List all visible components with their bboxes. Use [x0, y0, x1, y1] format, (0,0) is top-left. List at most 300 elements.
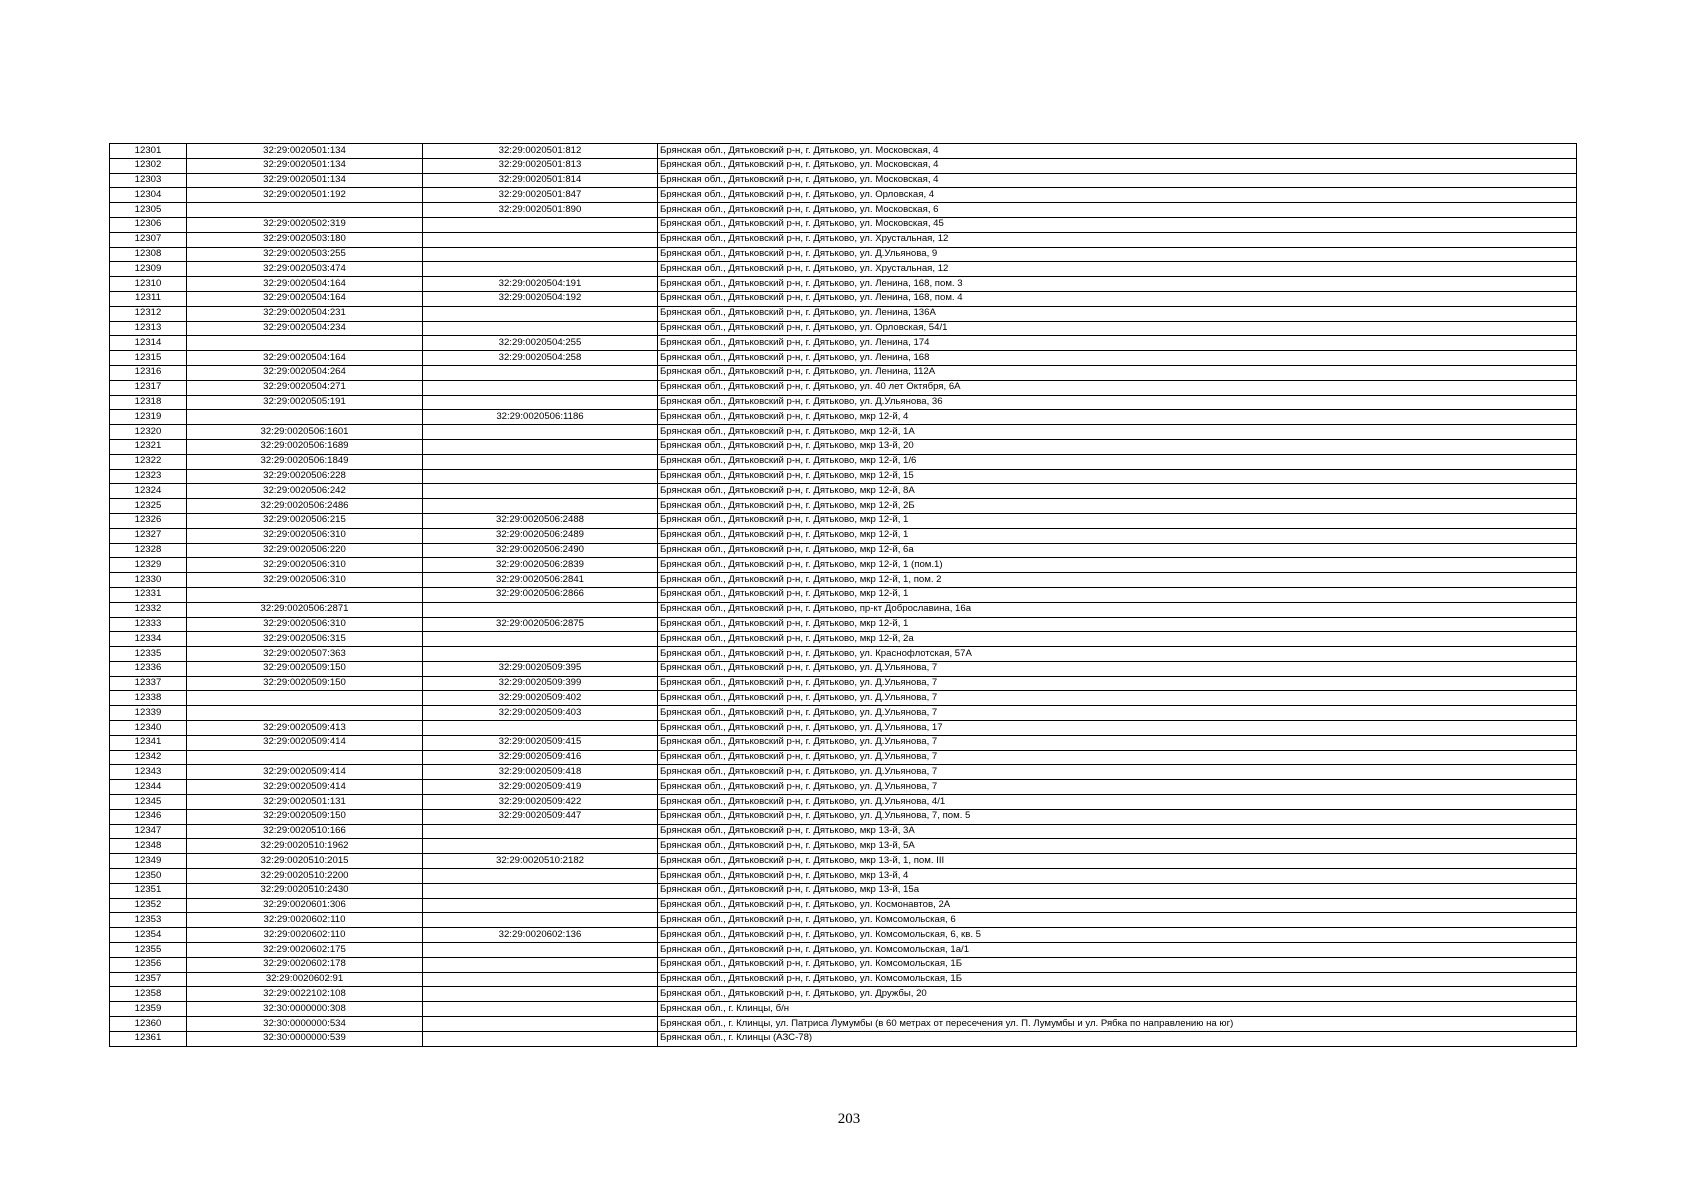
table-row — [110, 765, 1577, 780]
address-cell: Брянская обл., Дятьковский р-н, г. Дятьково, мкр 13-й, 3А — [658, 824, 1577, 839]
row-number-cell: 12347 — [110, 824, 187, 839]
cadastral-number-cell: 32:29:0020506:215 — [187, 513, 423, 528]
cadastral-number-2-cell — [423, 425, 658, 440]
table-row — [110, 735, 1577, 750]
address-cell: Брянская обл., Дятьковский р-н, г. Дятьково, мкр 12-й, 1 (пом.1) — [658, 558, 1577, 573]
row-number-cell: 12310 — [110, 277, 187, 292]
row-number-cell: 12355 — [110, 943, 187, 958]
row-number-cell: 12331 — [110, 587, 187, 602]
row-number-cell: 12361 — [110, 1031, 187, 1046]
cadastral-number-cell: 32:29:0020602:178 — [187, 957, 423, 972]
cadastral-number-cell: 32:29:0020506:1601 — [187, 425, 423, 440]
row-number-cell: 12342 — [110, 750, 187, 765]
address-cell: Брянская обл., Дятьковский р-н, г. Дятьково, ул. Космонавтов, 2А — [658, 898, 1577, 913]
cadastral-number-cell: 32:29:0020506:228 — [187, 469, 423, 484]
table-row — [110, 795, 1577, 810]
row-number-cell: 12348 — [110, 839, 187, 854]
table-row — [110, 661, 1577, 676]
cadastral-number-cell: 32:29:0020504:271 — [187, 380, 423, 395]
row-number-cell: 12335 — [110, 647, 187, 662]
cadastral-number-2-cell — [423, 913, 658, 928]
cadastral-number-cell: 32:29:0020506:310 — [187, 558, 423, 573]
cadastral-number-cell: 32:30:0000000:308 — [187, 1002, 423, 1017]
table-row — [110, 203, 1577, 218]
cadastral-number-2-cell: 32:29:0020501:812 — [423, 144, 658, 159]
cadastral-number-2-cell — [423, 632, 658, 647]
table-row — [110, 558, 1577, 573]
table-row — [110, 972, 1577, 987]
cadastral-number-cell: 32:29:0020506:310 — [187, 573, 423, 588]
row-number-cell: 12343 — [110, 765, 187, 780]
cadastral-number-2-cell: 32:29:0020506:2490 — [423, 543, 658, 558]
cadastral-number-2-cell: 32:29:0020504:258 — [423, 351, 658, 366]
address-cell: Брянская обл., г. Клинцы, ул. Патриса Лумумбы (в 60 метрах от пересечения ул. П. Лумумбы и ул. Рябка по направлению на юг) — [658, 1017, 1577, 1032]
table-row — [110, 365, 1577, 380]
address-cell: Брянская обл., Дятьковский р-н, г. Дятьково, ул. Краснофлотская, 57А — [658, 647, 1577, 662]
cadastral-number-cell: 32:29:0020501:134 — [187, 158, 423, 173]
table-row — [110, 425, 1577, 440]
table-row — [110, 380, 1577, 395]
cadastral-number-cell: 32:29:0020503:255 — [187, 247, 423, 262]
row-number-cell: 12319 — [110, 410, 187, 425]
cadastral-number-2-cell — [423, 839, 658, 854]
address-cell: Брянская обл., Дятьковский р-н, г. Дятьково, ул. Д.Ульянова, 17 — [658, 721, 1577, 736]
cadastral-number-2-cell — [423, 647, 658, 662]
row-number-cell: 12352 — [110, 898, 187, 913]
cadastral-number-cell: 32:29:0020506:310 — [187, 528, 423, 543]
address-cell: Брянская обл., Дятьковский р-н, г. Дятьково, ул. Орловская, 54/1 — [658, 321, 1577, 336]
table-row — [110, 750, 1577, 765]
address-cell: Брянская обл., Дятьковский р-н, г. Дятьково, ул. Комсомольская, 1Б — [658, 957, 1577, 972]
row-number-cell: 12333 — [110, 617, 187, 632]
row-number-cell: 12330 — [110, 573, 187, 588]
cadastral-number-cell — [187, 587, 423, 602]
table-row — [110, 528, 1577, 543]
registry-table — [109, 143, 1577, 1047]
table-row — [110, 883, 1577, 898]
cadastral-number-2-cell: 32:29:0020510:2182 — [423, 854, 658, 869]
address-cell: Брянская обл., г. Клинцы (АЗС-78) — [658, 1031, 1577, 1046]
address-cell: Брянская обл., Дятьковский р-н, г. Дятьково, мкр 12-й, 1 — [658, 528, 1577, 543]
table-row — [110, 277, 1577, 292]
cadastral-number-cell: 32:29:0020502:319 — [187, 217, 423, 232]
cadastral-number-cell: 32:29:0020509:414 — [187, 735, 423, 750]
registry-table-body — [110, 144, 1577, 1047]
address-cell: Брянская обл., Дятьковский р-н, г. Дятьково, мкр 12-й, 1 — [658, 617, 1577, 632]
cadastral-number-2-cell: 32:29:0020509:419 — [423, 780, 658, 795]
table-row — [110, 943, 1577, 958]
row-number-cell: 12351 — [110, 883, 187, 898]
address-cell: Брянская обл., Дятьковский р-н, г. Дятьково, ул. Московская, 6 — [658, 203, 1577, 218]
cadastral-number-2-cell: 32:29:0020506:2875 — [423, 617, 658, 632]
cadastral-number-cell: 32:29:0020504:164 — [187, 291, 423, 306]
table-row — [110, 439, 1577, 454]
address-cell: Брянская обл., Дятьковский р-н, г. Дятьково, мкр 13-й, 4 — [658, 869, 1577, 884]
cadastral-number-2-cell — [423, 1017, 658, 1032]
cadastral-number-cell: 32:29:0020505:191 — [187, 395, 423, 410]
table-row — [110, 602, 1577, 617]
address-cell: Брянская обл., Дятьковский р-н, г. Дятьково, ул. Д.Ульянова, 7, пом. 5 — [658, 809, 1577, 824]
table-row — [110, 232, 1577, 247]
table-row — [110, 676, 1577, 691]
table-row — [110, 647, 1577, 662]
row-number-cell: 12338 — [110, 691, 187, 706]
address-cell: Брянская обл., Дятьковский р-н, г. Дятьково, ул. Орловская, 4 — [658, 188, 1577, 203]
address-cell: Брянская обл., Дятьковский р-н, г. Дятьково, ул. Ленина, 112А — [658, 365, 1577, 380]
address-cell: Брянская обл., Дятьковский р-н, г. Дятьково, мкр 12-й, 6а — [658, 543, 1577, 558]
table-row — [110, 291, 1577, 306]
cadastral-number-cell: 32:29:0020509:414 — [187, 780, 423, 795]
address-cell: Брянская обл., Дятьковский р-н, г. Дятьково, мкр 13-й, 5А — [658, 839, 1577, 854]
table-row — [110, 573, 1577, 588]
cadastral-number-2-cell — [423, 365, 658, 380]
cadastral-number-2-cell: 32:29:0020506:2839 — [423, 558, 658, 573]
address-cell: Брянская обл., Дятьковский р-н, г. Дятьково, мкр 12-й, 1А — [658, 425, 1577, 440]
cadastral-number-2-cell: 32:29:0020504:255 — [423, 336, 658, 351]
cadastral-number-cell: 32:29:0020510:1962 — [187, 839, 423, 854]
address-cell: Брянская обл., Дятьковский р-н, г. Дятьково, ул. Д.Ульянова, 7 — [658, 735, 1577, 750]
address-cell: Брянская обл., Дятьковский р-н, г. Дятьково, ул. Хрустальная, 12 — [658, 262, 1577, 277]
row-number-cell: 12360 — [110, 1017, 187, 1032]
cadastral-number-2-cell: 32:29:0020501:847 — [423, 188, 658, 203]
address-cell: Брянская обл., Дятьковский р-н, г. Дятьково, ул. Ленина, 168 — [658, 351, 1577, 366]
address-cell: Брянская обл., Дятьковский р-н, г. Дятьково, мкр 12-й, 8А — [658, 484, 1577, 499]
address-cell: Брянская обл., Дятьковский р-н, г. Дятьково, ул. Д.Ульянова, 7 — [658, 661, 1577, 676]
address-cell: Брянская обл., Дятьковский р-н, г. Дятьково, ул. Д.Ульянова, 7 — [658, 676, 1577, 691]
table-row — [110, 780, 1577, 795]
table-row — [110, 587, 1577, 602]
cadastral-number-cell: 32:29:0020509:150 — [187, 676, 423, 691]
cadastral-number-2-cell — [423, 454, 658, 469]
address-cell: Брянская обл., Дятьковский р-н, г. Дятьково, ул. Комсомольская, 1а/1 — [658, 943, 1577, 958]
address-cell: Брянская обл., Дятьковский р-н, г. Дятьково, мкр 12-й, 4 — [658, 410, 1577, 425]
address-cell: Брянская обл., Дятьковский р-н, г. Дятьково, мкр 13-й, 1, пом. III — [658, 854, 1577, 869]
cadastral-number-cell: 32:29:0020601:306 — [187, 898, 423, 913]
cadastral-number-2-cell — [423, 499, 658, 514]
cadastral-number-2-cell: 32:29:0020506:2866 — [423, 587, 658, 602]
cadastral-number-cell: 32:29:0020510:2430 — [187, 883, 423, 898]
cadastral-number-cell: 32:29:0020509:414 — [187, 765, 423, 780]
table-row — [110, 395, 1577, 410]
table-row — [110, 928, 1577, 943]
row-number-cell: 12321 — [110, 439, 187, 454]
row-number-cell: 12309 — [110, 262, 187, 277]
cadastral-number-2-cell — [423, 987, 658, 1002]
row-number-cell: 12358 — [110, 987, 187, 1002]
address-cell: Брянская обл., Дятьковский р-н, г. Дятьково, ул. Дружбы, 20 — [658, 987, 1577, 1002]
row-number-cell: 12304 — [110, 188, 187, 203]
cadastral-number-cell: 32:29:0020503:474 — [187, 262, 423, 277]
row-number-cell: 12302 — [110, 158, 187, 173]
address-cell: Брянская обл., Дятьковский р-н, г. Дятьково, ул. Комсомольская, 6 — [658, 913, 1577, 928]
table-row — [110, 632, 1577, 647]
cadastral-number-cell: 32:29:0020501:192 — [187, 188, 423, 203]
row-number-cell: 12345 — [110, 795, 187, 810]
cadastral-number-2-cell — [423, 247, 658, 262]
table-row — [110, 898, 1577, 913]
row-number-cell: 12316 — [110, 365, 187, 380]
address-cell: Брянская обл., Дятьковский р-н, г. Дятьково, ул. Московская, 4 — [658, 173, 1577, 188]
cadastral-number-cell: 32:29:0022102:108 — [187, 987, 423, 1002]
cadastral-number-cell — [187, 691, 423, 706]
cadastral-number-cell: 32:29:0020504:264 — [187, 365, 423, 380]
address-cell: Брянская обл., Дятьковский р-н, г. Дятьково, пр-кт Доброславина, 16а — [658, 602, 1577, 617]
cadastral-number-cell: 32:29:0020510:2015 — [187, 854, 423, 869]
cadastral-number-cell: 32:29:0020507:363 — [187, 647, 423, 662]
cadastral-number-2-cell — [423, 1031, 658, 1046]
cadastral-number-cell: 32:29:0020602:110 — [187, 913, 423, 928]
cadastral-number-cell: 32:29:0020504:231 — [187, 306, 423, 321]
row-number-cell: 12301 — [110, 144, 187, 159]
address-cell: Брянская обл., г. Клинцы, б/н — [658, 1002, 1577, 1017]
address-cell: Брянская обл., Дятьковский р-н, г. Дятьково, мкр 12-й, 1, пом. 2 — [658, 573, 1577, 588]
cadastral-number-cell — [187, 203, 423, 218]
row-number-cell: 12313 — [110, 321, 187, 336]
table-row — [110, 336, 1577, 351]
address-cell: Брянская обл., Дятьковский р-н, г. Дятьково, мкр 13-й, 15а — [658, 883, 1577, 898]
cadastral-number-2-cell — [423, 484, 658, 499]
row-number-cell: 12314 — [110, 336, 187, 351]
cadastral-number-cell: 32:29:0020510:166 — [187, 824, 423, 839]
row-number-cell: 12318 — [110, 395, 187, 410]
row-number-cell: 12340 — [110, 721, 187, 736]
cadastral-number-2-cell — [423, 957, 658, 972]
address-cell: Брянская обл., Дятьковский р-н, г. Дятьково, ул. Д.Ульянова, 7 — [658, 780, 1577, 795]
cadastral-number-2-cell — [423, 883, 658, 898]
cadastral-number-2-cell: 32:29:0020501:813 — [423, 158, 658, 173]
cadastral-number-2-cell: 32:29:0020509:395 — [423, 661, 658, 676]
address-cell: Брянская обл., Дятьковский р-н, г. Дятьково, ул. Ленина, 136А — [658, 306, 1577, 321]
row-number-cell: 12337 — [110, 676, 187, 691]
row-number-cell: 12311 — [110, 291, 187, 306]
cadastral-number-cell: 32:29:0020501:134 — [187, 144, 423, 159]
cadastral-number-2-cell: 32:29:0020506:2489 — [423, 528, 658, 543]
address-cell: Брянская обл., Дятьковский р-н, г. Дятьково, ул. Д.Ульянова, 7 — [658, 691, 1577, 706]
cadastral-number-cell — [187, 410, 423, 425]
address-cell: Брянская обл., Дятьковский р-н, г. Дятьково, ул. Д.Ульянова, 9 — [658, 247, 1577, 262]
table-row — [110, 543, 1577, 558]
cadastral-number-2-cell — [423, 380, 658, 395]
cadastral-number-cell: 32:29:0020506:2486 — [187, 499, 423, 514]
row-number-cell: 12323 — [110, 469, 187, 484]
row-number-cell: 12357 — [110, 972, 187, 987]
address-cell: Брянская обл., Дятьковский р-н, г. Дятьково, ул. Комсомольская, 6, кв. 5 — [658, 928, 1577, 943]
row-number-cell: 12324 — [110, 484, 187, 499]
row-number-cell: 12353 — [110, 913, 187, 928]
row-number-cell: 12356 — [110, 957, 187, 972]
address-cell: Брянская обл., Дятьковский р-н, г. Дятьково, ул. Московская, 4 — [658, 144, 1577, 159]
cadastral-number-cell: 32:29:0020504:164 — [187, 277, 423, 292]
cadastral-number-cell: 32:29:0020506:1849 — [187, 454, 423, 469]
cadastral-number-2-cell: 32:29:0020509:402 — [423, 691, 658, 706]
cadastral-number-2-cell: 32:29:0020509:447 — [423, 809, 658, 824]
row-number-cell: 12326 — [110, 513, 187, 528]
table-row — [110, 869, 1577, 884]
cadastral-number-cell: 32:29:0020509:150 — [187, 661, 423, 676]
address-cell: Брянская обл., Дятьковский р-н, г. Дятьково, мкр 13-й, 20 — [658, 439, 1577, 454]
cadastral-number-2-cell — [423, 824, 658, 839]
row-number-cell: 12328 — [110, 543, 187, 558]
table-row — [110, 839, 1577, 854]
table-row — [110, 351, 1577, 366]
cadastral-number-2-cell — [423, 869, 658, 884]
table-row — [110, 306, 1577, 321]
table-row — [110, 513, 1577, 528]
cadastral-number-2-cell: 32:29:0020501:814 — [423, 173, 658, 188]
table-row — [110, 321, 1577, 336]
cadastral-number-2-cell: 32:29:0020509:415 — [423, 735, 658, 750]
cadastral-number-2-cell — [423, 1002, 658, 1017]
cadastral-number-2-cell: 32:29:0020509:403 — [423, 706, 658, 721]
table-row — [110, 499, 1577, 514]
cadastral-number-cell: 32:29:0020602:91 — [187, 972, 423, 987]
row-number-cell: 12317 — [110, 380, 187, 395]
row-number-cell: 12336 — [110, 661, 187, 676]
cadastral-number-2-cell — [423, 306, 658, 321]
cadastral-number-cell: 32:30:0000000:534 — [187, 1017, 423, 1032]
row-number-cell: 12305 — [110, 203, 187, 218]
cadastral-number-2-cell: 32:29:0020504:192 — [423, 291, 658, 306]
cadastral-number-cell: 32:29:0020506:242 — [187, 484, 423, 499]
row-number-cell: 12359 — [110, 1002, 187, 1017]
row-number-cell: 12332 — [110, 602, 187, 617]
row-number-cell: 12341 — [110, 735, 187, 750]
row-number-cell: 12350 — [110, 869, 187, 884]
row-number-cell: 12334 — [110, 632, 187, 647]
cadastral-number-cell: 32:29:0020504:234 — [187, 321, 423, 336]
row-number-cell: 12307 — [110, 232, 187, 247]
row-number-cell: 12306 — [110, 217, 187, 232]
table-row — [110, 158, 1577, 173]
cadastral-number-2-cell — [423, 217, 658, 232]
row-number-cell: 12325 — [110, 499, 187, 514]
cadastral-number-cell: 32:30:0000000:539 — [187, 1031, 423, 1046]
address-cell: Брянская обл., Дятьковский р-н, г. Дятьково, ул. Д.Ульянова, 36 — [658, 395, 1577, 410]
cadastral-number-2-cell — [423, 469, 658, 484]
cadastral-number-cell: 32:29:0020506:2871 — [187, 602, 423, 617]
address-cell: Брянская обл., Дятьковский р-н, г. Дятьково, мкр 12-й, 1/6 — [658, 454, 1577, 469]
row-number-cell: 12312 — [110, 306, 187, 321]
cadastral-number-2-cell — [423, 898, 658, 913]
table-row — [110, 809, 1577, 824]
table-row — [110, 469, 1577, 484]
row-number-cell: 12315 — [110, 351, 187, 366]
table-row — [110, 957, 1577, 972]
cadastral-number-cell: 32:29:0020501:134 — [187, 173, 423, 188]
table-row — [110, 247, 1577, 262]
row-number-cell: 12327 — [110, 528, 187, 543]
cadastral-number-2-cell: 32:29:0020506:2488 — [423, 513, 658, 528]
cadastral-number-2-cell: 32:29:0020509:418 — [423, 765, 658, 780]
row-number-cell: 12349 — [110, 854, 187, 869]
table-row — [110, 721, 1577, 736]
cadastral-number-2-cell — [423, 602, 658, 617]
row-number-cell: 12329 — [110, 558, 187, 573]
cadastral-number-2-cell — [423, 439, 658, 454]
cadastral-number-cell: 32:29:0020506:220 — [187, 543, 423, 558]
address-cell: Брянская обл., Дятьковский р-н, г. Дятьково, мкр 12-й, 2а — [658, 632, 1577, 647]
address-cell: Брянская обл., Дятьковский р-н, г. Дятьково, ул. Хрустальная, 12 — [658, 232, 1577, 247]
cadastral-number-cell: 32:29:0020504:164 — [187, 351, 423, 366]
table-row — [110, 1031, 1577, 1046]
cadastral-number-cell — [187, 336, 423, 351]
table-row — [110, 262, 1577, 277]
cadastral-number-2-cell: 32:29:0020501:890 — [423, 203, 658, 218]
table-row — [110, 173, 1577, 188]
address-cell: Брянская обл., Дятьковский р-н, г. Дятьково, мкр 12-й, 2Б — [658, 499, 1577, 514]
address-cell: Брянская обл., Дятьковский р-н, г. Дятьково, ул. 40 лет Октября, 6А — [658, 380, 1577, 395]
address-cell: Брянская обл., Дятьковский р-н, г. Дятьково, ул. Д.Ульянова, 7 — [658, 706, 1577, 721]
cadastral-number-cell: 32:29:0020506:310 — [187, 617, 423, 632]
table-row — [110, 484, 1577, 499]
cadastral-number-2-cell: 32:29:0020509:422 — [423, 795, 658, 810]
cadastral-number-cell — [187, 706, 423, 721]
table-row — [110, 217, 1577, 232]
table-row — [110, 854, 1577, 869]
address-cell: Брянская обл., Дятьковский р-н, г. Дятьково, ул. Д.Ульянова, 7 — [658, 765, 1577, 780]
row-number-cell: 12308 — [110, 247, 187, 262]
cadastral-number-2-cell: 32:29:0020504:191 — [423, 277, 658, 292]
cadastral-number-2-cell: 32:29:0020509:399 — [423, 676, 658, 691]
table-row — [110, 1002, 1577, 1017]
table-row — [110, 706, 1577, 721]
cadastral-number-cell: 32:29:0020503:180 — [187, 232, 423, 247]
row-number-cell: 12344 — [110, 780, 187, 795]
cadastral-number-cell: 32:29:0020602:175 — [187, 943, 423, 958]
address-cell: Брянская обл., Дятьковский р-н, г. Дятьково, мкр 12-й, 1 — [658, 513, 1577, 528]
cadastral-number-2-cell — [423, 321, 658, 336]
cadastral-number-cell: 32:29:0020506:1689 — [187, 439, 423, 454]
cadastral-number-cell: 32:29:0020509:150 — [187, 809, 423, 824]
address-cell: Брянская обл., Дятьковский р-н, г. Дятьково, ул. Д.Ульянова, 7 — [658, 750, 1577, 765]
address-cell: Брянская обл., Дятьковский р-н, г. Дятьково, мкр 12-й, 1 — [658, 587, 1577, 602]
cadastral-number-cell: 32:29:0020509:413 — [187, 721, 423, 736]
table-row — [110, 824, 1577, 839]
cadastral-number-2-cell: 32:29:0020602:136 — [423, 928, 658, 943]
address-cell: Брянская обл., Дятьковский р-н, г. Дятьково, ул. Ленина, 174 — [658, 336, 1577, 351]
row-number-cell: 12320 — [110, 425, 187, 440]
address-cell: Брянская обл., Дятьковский р-н, г. Дятьково, мкр 12-й, 15 — [658, 469, 1577, 484]
address-cell: Брянская обл., Дятьковский р-н, г. Дятьково, ул. Д.Ульянова, 4/1 — [658, 795, 1577, 810]
cadastral-number-2-cell — [423, 943, 658, 958]
row-number-cell: 12346 — [110, 809, 187, 824]
cadastral-number-2-cell — [423, 262, 658, 277]
address-cell: Брянская обл., Дятьковский р-н, г. Дятьково, ул. Комсомольская, 1Б — [658, 972, 1577, 987]
table-row — [110, 410, 1577, 425]
cadastral-number-2-cell — [423, 232, 658, 247]
table-row — [110, 987, 1577, 1002]
address-cell: Брянская обл., Дятьковский р-н, г. Дятьково, ул. Московская, 4 — [658, 158, 1577, 173]
table-row — [110, 1017, 1577, 1032]
cadastral-number-2-cell: 32:29:0020509:416 — [423, 750, 658, 765]
row-number-cell: 12303 — [110, 173, 187, 188]
table-row — [110, 144, 1577, 159]
cadastral-number-2-cell — [423, 721, 658, 736]
table-row — [110, 454, 1577, 469]
page-number: 203 — [837, 1111, 861, 1127]
row-number-cell: 12339 — [110, 706, 187, 721]
cadastral-number-cell: 32:29:0020602:110 — [187, 928, 423, 943]
cadastral-number-2-cell — [423, 395, 658, 410]
cadastral-number-2-cell — [423, 972, 658, 987]
address-cell: Брянская обл., Дятьковский р-н, г. Дятьково, ул. Ленина, 168, пом. 4 — [658, 291, 1577, 306]
row-number-cell: 12322 — [110, 454, 187, 469]
cadastral-number-2-cell: 32:29:0020506:2841 — [423, 573, 658, 588]
address-cell: Брянская обл., Дятьковский р-н, г. Дятьково, ул. Ленина, 168, пом. 3 — [658, 277, 1577, 292]
row-number-cell: 12354 — [110, 928, 187, 943]
cadastral-number-cell: 32:29:0020501:131 — [187, 795, 423, 810]
cadastral-number-cell: 32:29:0020510:2200 — [187, 869, 423, 884]
